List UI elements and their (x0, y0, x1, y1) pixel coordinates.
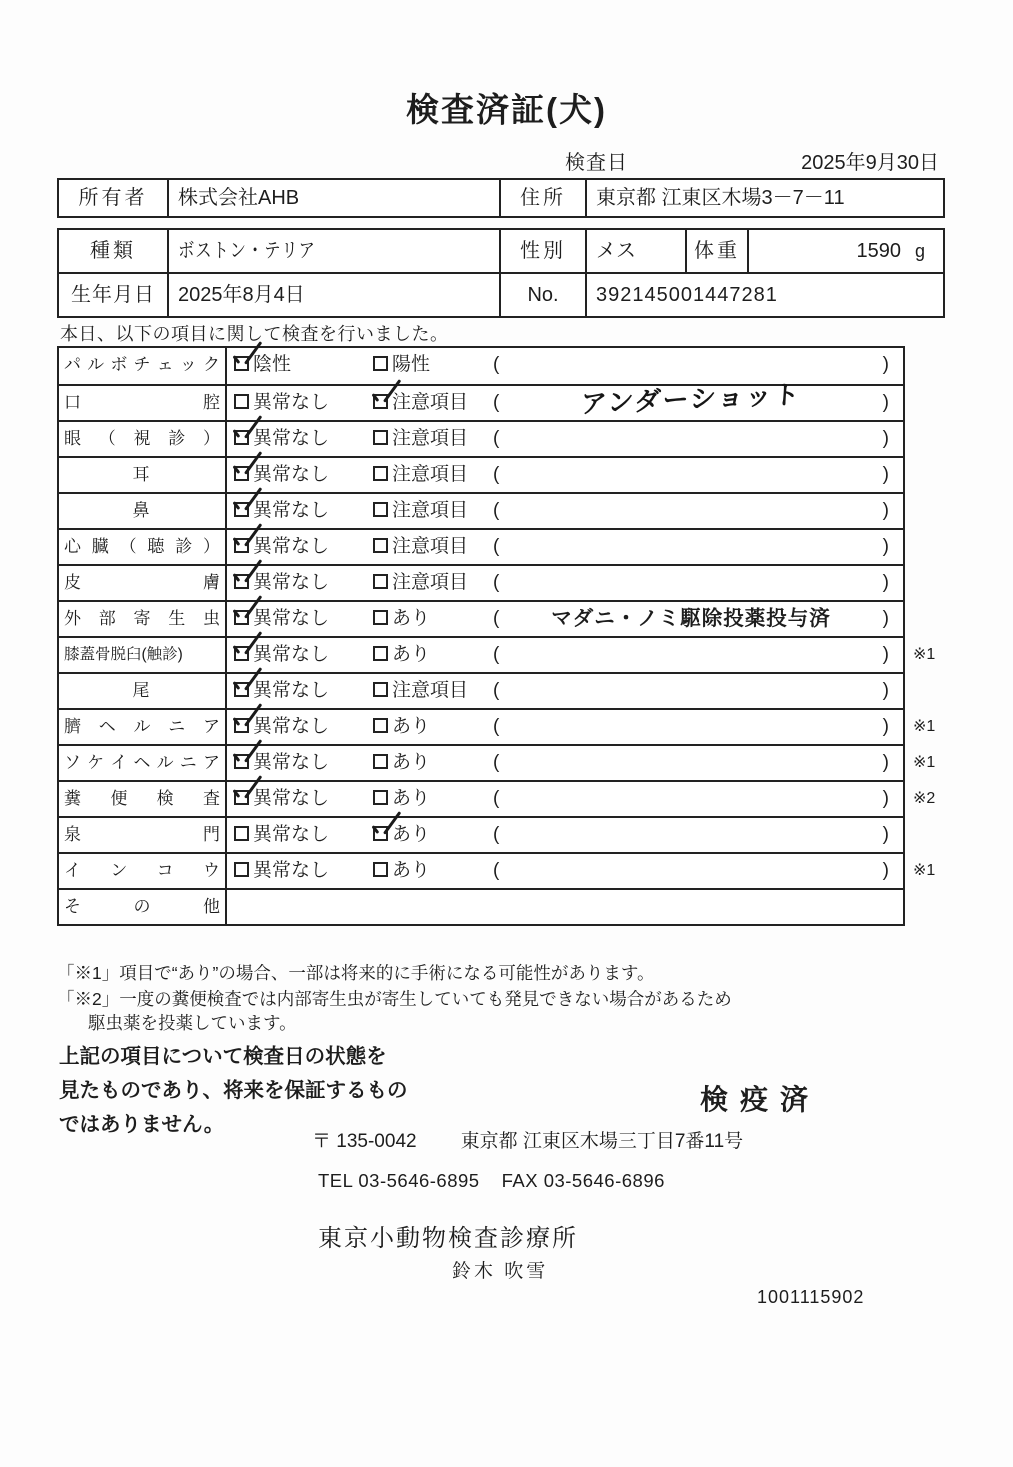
option-label: 陰性 (253, 354, 292, 375)
checklist-row-umbilical-hernia (59, 708, 936, 744)
paren-close: ) (882, 860, 889, 881)
checklist-row-heart (59, 528, 903, 564)
page-title: 検査済証(犬) (406, 91, 607, 128)
option-label: 異常なし (253, 392, 330, 413)
item-label: 耳 (59, 458, 227, 492)
paren-close: ) (882, 500, 889, 521)
checklist-row-parasites (59, 600, 903, 636)
item-label: 膝蓋骨脱臼(触診) (59, 638, 227, 672)
inspection-date-value: 2025年9月30日 (801, 152, 939, 174)
disclaimer-line: 上記の項目について検査日の状態を (59, 1045, 387, 1068)
option-label: あり (392, 716, 431, 737)
checkbox-no-abnormality[interactable] (234, 430, 249, 445)
checkbox-no-abnormality[interactable] (234, 610, 249, 625)
owner-table (57, 178, 945, 218)
option-label: 異常なし (253, 500, 330, 521)
pet-table (57, 228, 945, 318)
option-label: 注意項目 (392, 428, 469, 449)
pet-table-row-1 (59, 230, 943, 272)
fax-number: FAX 03-5646-6896 (501, 1170, 665, 1191)
paren-close: ) (882, 392, 889, 413)
option-label: 異常なし (253, 680, 330, 701)
inspection-date-label: 検査日 (565, 152, 628, 174)
weight-value-cell (747, 230, 943, 272)
checklist-row-oral (59, 379, 903, 420)
checkbox-no-abnormality[interactable] (234, 790, 249, 805)
option-label: 陽性 (392, 354, 431, 375)
checkbox-present[interactable] (373, 826, 388, 841)
footnote-ref: ※1 (913, 862, 936, 879)
footnote-2-line1: 「※2」一度の糞便検査では内部寄生虫が寄生していても発見できない場合があるため (57, 989, 732, 1009)
checkbox-no-abnormality[interactable] (234, 502, 249, 517)
id-number-label: No. (499, 274, 585, 316)
checklist-row-ears (59, 456, 903, 492)
item-label: 眼 （ 視 診 ） (59, 422, 227, 456)
item-label: 口 腔 (59, 386, 227, 420)
checklist-row-fontanelle (59, 816, 903, 852)
option-label: 異常なし (253, 536, 330, 557)
document-code: 1001115902 (757, 1287, 865, 1307)
item-label: 鼻 (59, 494, 227, 528)
checkbox-present[interactable] (373, 790, 388, 805)
item-label: パ ル ボ チ ェ ッ ク (59, 348, 227, 384)
checkbox-caution[interactable] (373, 682, 388, 697)
weight-unit: g (914, 241, 925, 261)
footnote-ref: ※2 (913, 790, 936, 807)
address-label: 住所 (499, 180, 585, 216)
checklist-row-inkou (59, 852, 936, 888)
option-label: 異常なし (253, 860, 330, 881)
pet-table-row-2 (59, 272, 943, 316)
inspection-date-row (57, 146, 945, 172)
option-label: 異常なし (253, 788, 330, 809)
tel-number: TEL 03-5646-6895 (318, 1170, 480, 1191)
checkbox-no-abnormality[interactable] (234, 466, 249, 481)
item-label: 外 部 寄 生 虫 (59, 602, 227, 636)
paren-open: ( (493, 392, 500, 413)
paren-open: ( (493, 500, 500, 521)
checklist-row-nose (59, 492, 903, 528)
paren-close: ) (882, 354, 889, 375)
paren-close: ) (882, 824, 889, 845)
paren-open: ( (493, 572, 500, 593)
checkbox-caution[interactable] (373, 574, 388, 589)
weight-label: 体重 (685, 230, 747, 272)
item-label: そ の 他 (59, 890, 227, 924)
option-label: 異常なし (253, 716, 330, 737)
checkbox-no-abnormality[interactable] (234, 718, 249, 733)
paren-open: ( (493, 824, 500, 845)
footnote-1: 「※1」項目で“あり”の場合、一部は将来的に手術になる可能性があります。 (57, 963, 655, 983)
clinic-address-line (312, 1126, 743, 1153)
item-label: 泉 門 (59, 818, 227, 852)
paren-close: ) (882, 680, 889, 701)
checkbox-no-abnormality[interactable] (234, 826, 249, 841)
postal-code: 〒 135-0042 (312, 1131, 417, 1152)
option-label: 注意項目 (392, 464, 469, 485)
checkbox-caution[interactable] (373, 466, 388, 481)
option-label: 注意項目 (392, 680, 469, 701)
owner-label: 所有者 (78, 187, 148, 209)
paren-close: ) (882, 536, 889, 557)
option-label: 注意項目 (392, 536, 469, 557)
checklist-row-patella (59, 636, 936, 672)
checkbox-caution[interactable] (373, 430, 388, 445)
checklist-row-inguinal-hernia (59, 744, 936, 780)
option-label: 異常なし (253, 824, 330, 845)
paren-open: ( (493, 860, 500, 881)
checklist-row-tail (59, 672, 903, 708)
item-label: 皮 膚 (59, 566, 227, 600)
checklist-row-eyes (59, 420, 903, 456)
option-label: 異常なし (253, 608, 330, 629)
paren-open: ( (493, 788, 500, 809)
paren-open: ( (493, 644, 500, 665)
checklist-row-skin (59, 564, 903, 600)
checkbox-no-abnormality[interactable] (234, 754, 249, 769)
paren-close: ) (882, 428, 889, 449)
footnote-ref: ※1 (913, 718, 936, 735)
footnote-ref: ※1 (913, 646, 936, 663)
checkbox-no-abnormality[interactable] (234, 682, 249, 697)
option-label: あり (392, 824, 431, 845)
item-label: イ ン コ ウ (59, 854, 227, 888)
option-label: 異常なし (253, 572, 330, 593)
option-label: 異常なし (253, 752, 330, 773)
option-label: 注意項目 (392, 572, 469, 593)
owner-value: 株式会社AHB (167, 180, 499, 216)
clinic-address: 東京都 江東区木場三丁目7番11号 (460, 1131, 744, 1152)
disclaimer-line: ではありません。 (59, 1113, 225, 1136)
checklist-row-other (59, 888, 903, 924)
breed-label: 種類 (90, 240, 136, 262)
footnote-2-line2: 駆虫薬を投薬しています。 (88, 1013, 297, 1033)
birthdate-value: 2025年8月4日 (167, 274, 499, 316)
checkbox-no-abnormality[interactable] (234, 574, 249, 589)
checkbox-present[interactable] (373, 646, 388, 661)
checkbox-negative[interactable] (234, 356, 249, 371)
paren-open: ( (493, 608, 500, 629)
quarantine-passed-stamp: 検疫済 (700, 1084, 821, 1115)
item-label: 糞 便 検 査 (59, 782, 227, 816)
paren-close: ) (882, 788, 889, 809)
checkbox-no-abnormality[interactable] (234, 394, 249, 409)
weight-value: 1590 (856, 240, 901, 262)
paren-open: ( (493, 716, 500, 737)
option-label: 注意項目 (392, 500, 469, 521)
empty-cell (227, 890, 903, 924)
checklist-row-fecal-exam (59, 780, 936, 816)
option-label: 異常なし (253, 428, 330, 449)
item-label: 臍 ヘ ル ニ ア (59, 710, 227, 744)
checkbox-caution[interactable] (373, 538, 388, 553)
paren-open: ( (493, 752, 500, 773)
paren-close: ) (882, 752, 889, 773)
paren-close: ) (882, 716, 889, 737)
sex-value: メス (585, 230, 685, 272)
row-note: マダニ・ノミ駆除投薬投与済 (551, 607, 831, 630)
paren-close: ) (882, 572, 889, 593)
paren-close: ) (882, 644, 889, 665)
clinic-phone-line (318, 1170, 665, 1192)
paren-open: ( (493, 464, 500, 485)
paren-open: ( (493, 536, 500, 557)
paren-close: ) (882, 608, 889, 629)
checkbox-present[interactable] (373, 610, 388, 625)
address-value: 東京都 江東区木場3－7－11 (585, 180, 943, 216)
clinic-name: 東京小動物検査診療所 (318, 1225, 578, 1252)
option-label: あり (392, 788, 431, 809)
option-label: あり (392, 644, 431, 665)
paren-open: ( (493, 354, 500, 375)
checkbox-no-abnormality[interactable] (234, 862, 249, 877)
checkbox-present[interactable] (373, 754, 388, 769)
item-label: ソ ケ イ ヘ ル ニ ア (59, 746, 227, 780)
handwritten-note: アンダーショット (579, 379, 803, 419)
paren-close: ) (882, 464, 889, 485)
veterinarian-name: 鈴木 吹雪 (452, 1261, 549, 1282)
checkbox-no-abnormality[interactable] (234, 646, 249, 661)
id-number-value: 392145001447281 (585, 274, 943, 316)
sex-label: 性別 (499, 230, 585, 272)
checkbox-present[interactable] (373, 718, 388, 733)
checkbox-positive[interactable] (373, 356, 388, 371)
birthdate-label: 生年月日 (71, 284, 155, 306)
option-label: 異常なし (253, 644, 330, 665)
option-label: あり (392, 860, 431, 881)
checklist-table (57, 346, 936, 926)
breed-value: ボストン・テリア (167, 230, 499, 272)
footnote-ref: ※1 (913, 754, 936, 771)
option-label: 異常なし (253, 464, 330, 485)
item-label: 尾 (59, 674, 227, 708)
checkbox-caution[interactable] (373, 502, 388, 517)
option-label: あり (392, 608, 431, 629)
paren-open: ( (493, 680, 500, 701)
option-label: 注意項目 (392, 392, 469, 413)
paren-open: ( (493, 428, 500, 449)
item-label: 心 臓 （ 聴 診 ） (59, 530, 227, 564)
checkbox-caution[interactable] (373, 394, 388, 409)
intro-text: 本日、以下の項目に関して検査を行いました。 (60, 324, 449, 344)
checkbox-no-abnormality[interactable] (234, 538, 249, 553)
disclaimer-line: 見たものであり、将来を保証するもの (59, 1079, 408, 1102)
checkbox-present[interactable] (373, 862, 388, 877)
option-label: あり (392, 752, 431, 773)
